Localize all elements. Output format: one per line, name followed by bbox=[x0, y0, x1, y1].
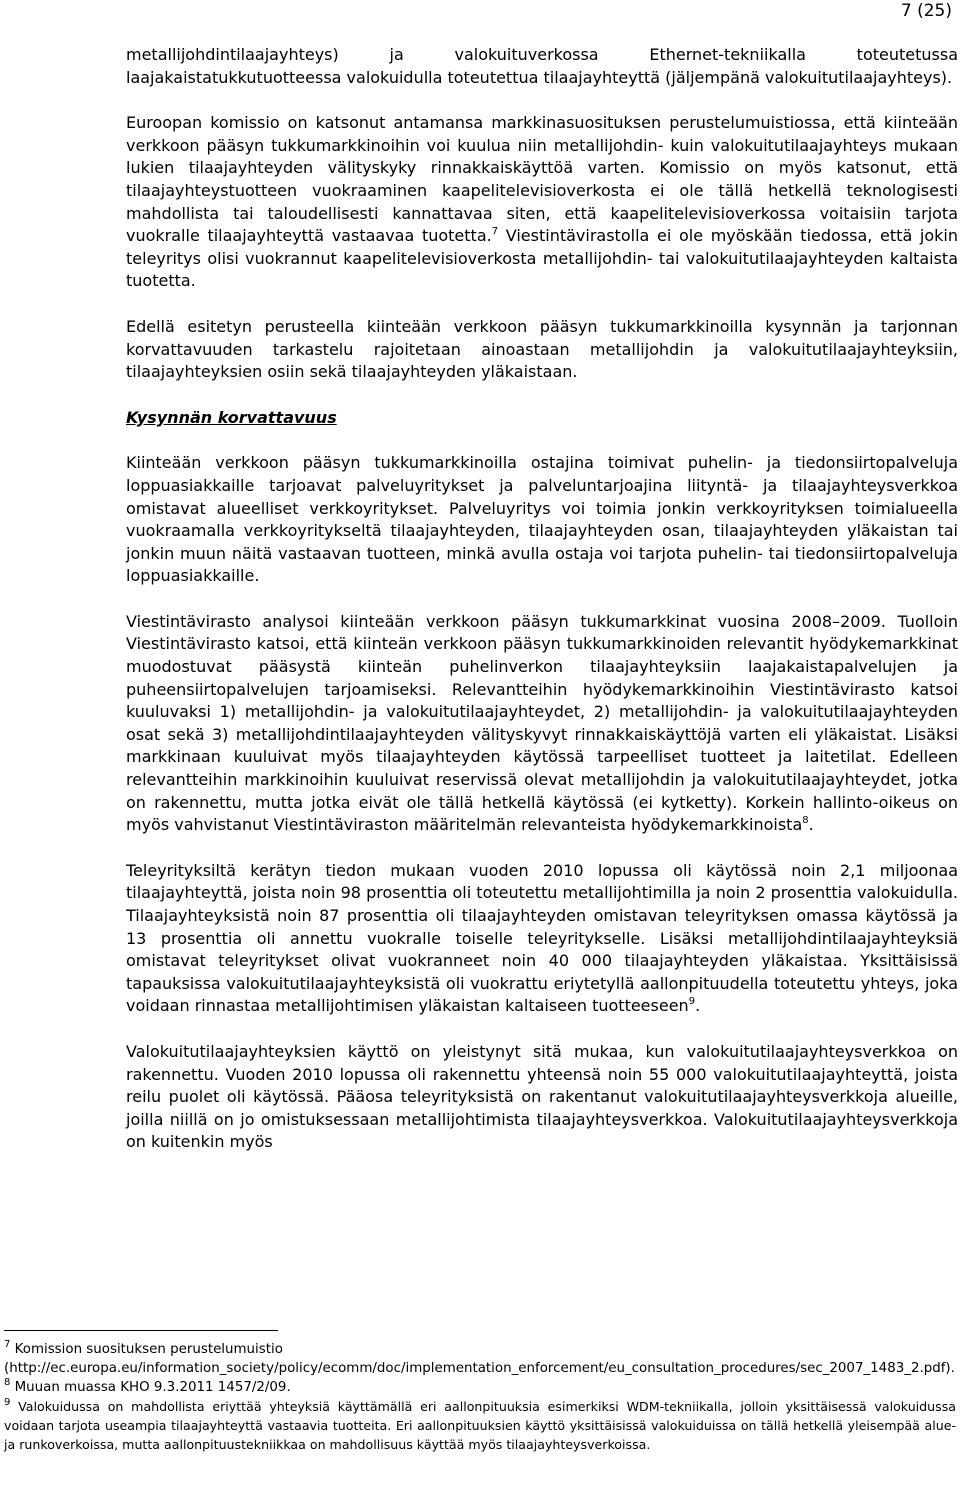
paragraph-7: Valokuitutilaajayhteyksien käyttö on yleistynyt sitä mukaa, kun valokuitutilaajayhteysverkkoa on rakennettu. Vuoden 2010 lopussa oli rakennettu yhteensä noin 55 000 valokuitutilaajayhteyttä, joista reilu puolet oli käytössä. Pääosa teleyrityksistä on rakentanut valokuitutilaajayhteysverkkoja alueille, joilla niillä on jo omistuksessaan metallijohtimista tilaajayhteysverkkoa. Valokuitutilaajayhteysverkkoja on kuitenkin myös bbox=[126, 1041, 958, 1152]
section-heading: Kysynnän korvattavuus bbox=[126, 407, 337, 427]
paragraph-1: metallijohdintilaajayhteys) ja valokuituverkossa Ethernet-tekniikalla toteutetussa laajakaistatukkutuotteessa valokuidulla toteutettua tilaajayhteyttä (jäljempänä valokuitutilaajayhteys). bbox=[126, 45, 958, 87]
footnote-7-text[interactable]: Komission suosituksen perustelumuistio (http://ec.europa.eu/information_society/policy/ecomm/doc/implementation_enforcement/eu_consultation_procedures/sec_2007_1483_2.pdf). bbox=[4, 1342, 955, 1376]
paragraph-6 bbox=[126, 860, 958, 1018]
footnote-mark-9: 9 bbox=[4, 1397, 11, 1408]
footnotes bbox=[4, 1340, 956, 1454]
footnote-ref-9[interactable]: 9 bbox=[688, 996, 696, 1008]
paragraph-6-text-a: Teleyrityksiltä kerätyn tiedon mukaan vuoden 2010 lopussa oli käytössä noin 2,1 miljoonaa tilaajayhteyttä, joista noin 98 prosenttia oli toteutettu metallijohtimilla ja noin 2 prosenttia valokuidulla. Tilaajayhteyksistä noin 87 prosenttia oli tilaajayhteyden omistavan teleyrityksen omassa käytössä ja 13 prosenttia oli annettu vuokralle toiselle teleyritykselle. Lisäksi metallijohdintilaajayhteyksiä omistavat teleyritykset olivat vuokranneet noin 40 000 tilaajayhteyden yläkaistaa. Yksittäisissä tapauksissa valokuitutilaajayhteyksistä oli vuokrattu eriytetyllä aallonpituudella toteutettu yhteys, joka voidaan rinnastaa metallijohtimisen yläkaistan kaltaiseen tuotteeseen bbox=[126, 860, 958, 1016]
paragraph-5-text-b: . bbox=[808, 815, 814, 835]
paragraph-6-text-b: . bbox=[695, 996, 701, 1016]
paragraph-2-text-a: Euroopan komissio on katsonut antamansa markkinasuosituksen perustelumuistiossa, että kiinteään verkkoon pääsyn tukkumarkkinoihin voi kuulua niin metallijohdin- kuin valokuitutilaajayhteys mukaan lukien tilaajayhteyden välityskyky rinnakkaiskäyttöä varten. Komissio on myös katsonut, että tilaajayhteystuotteen vuokraaminen kaapelitelevisioverkosta ei ole tällä hetkellä teknologisesti mahdollista tai taloudellisesti kannattavaa siten, että kaapelitelevisioverkossa voitaisiin tarjota vuokralle tilaajayhteyttä vastaavaa tuotetta. bbox=[126, 113, 958, 246]
footnote-9-text: Valokuidussa on mahdollista eriyttää yhteyksiä käyttämällä eri aallonpituuksia esimerkiksi WDM-tekniikalla, jolloin yksittäisessä valokuidussa voidaan tarjota useampia tilaajayhteyttä vastaavia tuotteita. Eri aallonpituuksien käyttö yksittäisissä valokuiduissa on tällä hetkellä yleisempää alue- ja runkoverkoissa, mutta aallonpituustekniikkaa on mahdollisuus käyttää myös tilaajayhteysverkoissa. bbox=[4, 1399, 956, 1452]
paragraph-2 bbox=[126, 112, 958, 293]
footnote-8 bbox=[4, 1378, 956, 1397]
paragraph-3: Edellä esitetyn perusteella kiinteään verkkoon pääsyn tukkumarkkinoilla kysynnän ja tarjonnan korvattavuuden tarkastelu rajoitetaan ainoastaan metallijohdin ja valokuitutilaajayhteyksiin, tilaajayhteyksien osiin sekä tilaajayhteyden yläkaistaan. bbox=[126, 316, 958, 382]
footnote-8-text: Muuan muassa KHO 9.3.2011 1457/2/09. bbox=[10, 1380, 291, 1395]
body-text bbox=[126, 44, 958, 1177]
page-number: 7 (25) bbox=[900, 1, 952, 21]
footnote-mark-7: 7 bbox=[4, 1339, 11, 1350]
footnote-ref-8[interactable]: 8 bbox=[802, 815, 809, 827]
paragraph-5 bbox=[126, 611, 958, 837]
paragraph-4: Kiinteään verkkoon pääsyn tukkumarkkinoilla ostajina toimivat puhelin- ja tiedonsiirtopalveluja loppuasiakkaille tarjoavat palveluyritykset ja palveluntarjoajina liityntä- ja tilaajayhteysverkkoa omistavat alueelliset verkkoyritykset. Palveluyritys voi toimia jonkin verkkoyrityksen toimialueella vuokraamalla verkkoyritykseltä tilaajayhteyden, tilaajayhteyden osan, tilaajayhteyden yläkaistan tai jonkin muun näitä vastaavan tuotteen, minkä avulla ostaja voi tarjota puhelin- tai tiedonsiirtopalveluja loppuasiakkaille. bbox=[126, 453, 958, 586]
paragraph-2-text-b: Viestintävirastolla ei ole myöskään tiedossa, että jokin teleyritys olisi vuokrannut kaapelitelevisioverkosta metallijohdin- tai valokuitutilaajayhteyden kaltaista tuotetta. bbox=[126, 226, 959, 291]
footnote-mark-8: 8 bbox=[4, 1377, 11, 1388]
footnote-ref-7[interactable]: 7 bbox=[491, 226, 499, 238]
footnote-divider bbox=[4, 1330, 278, 1331]
footnote-9 bbox=[4, 1397, 956, 1454]
paragraph-5-text-a: Viestintävirasto analysoi kiinteään verkkoon pääsyn tukkumarkkinat vuosina 2008–2009. Tuolloin Viestintävirasto katsoi, että kiinteän verkkoon pääsyn tukkumarkkinoiden relevantit hyödykemarkkinat muodostuvat pääsystä kiinteän puhelinverkon tilaajayhteyksiin laajakaistapalvelujen ja puheensiirtopalvelujen tarjoamiseksi. Relevantteihin hyödykemarkkinoihin Viestintävirasto katsoi kuuluvaksi 1) metallijohdin- ja valokuitutilaajayhteydet, 2) metallijohdin- ja valokuitutilaajayhteyden osat sekä 3) metallijohdintilaajayhteyden välityskyvyt rinnakkaiskäyttöjä varten eli yläkaistat. Lisäksi markkinaan kuuluivat myös tilaajayhteyden käytössä tarpeelliset tuotteet ja laitetilat. Edelleen relevantteihin markkinoihin kuuluivat reservissä olevat metallijohdin ja valokuitutilaajayhteydet, jotka on rakennettu, mutta jotka eivät ole tällä hetkellä käytössä (ei kytketty). Korkein hallinto-oikeus on myös vahvistanut Viestintäviraston määritelmän relevanteista hyödykemarkkinoista bbox=[126, 611, 958, 835]
footnote-7 bbox=[4, 1340, 956, 1378]
